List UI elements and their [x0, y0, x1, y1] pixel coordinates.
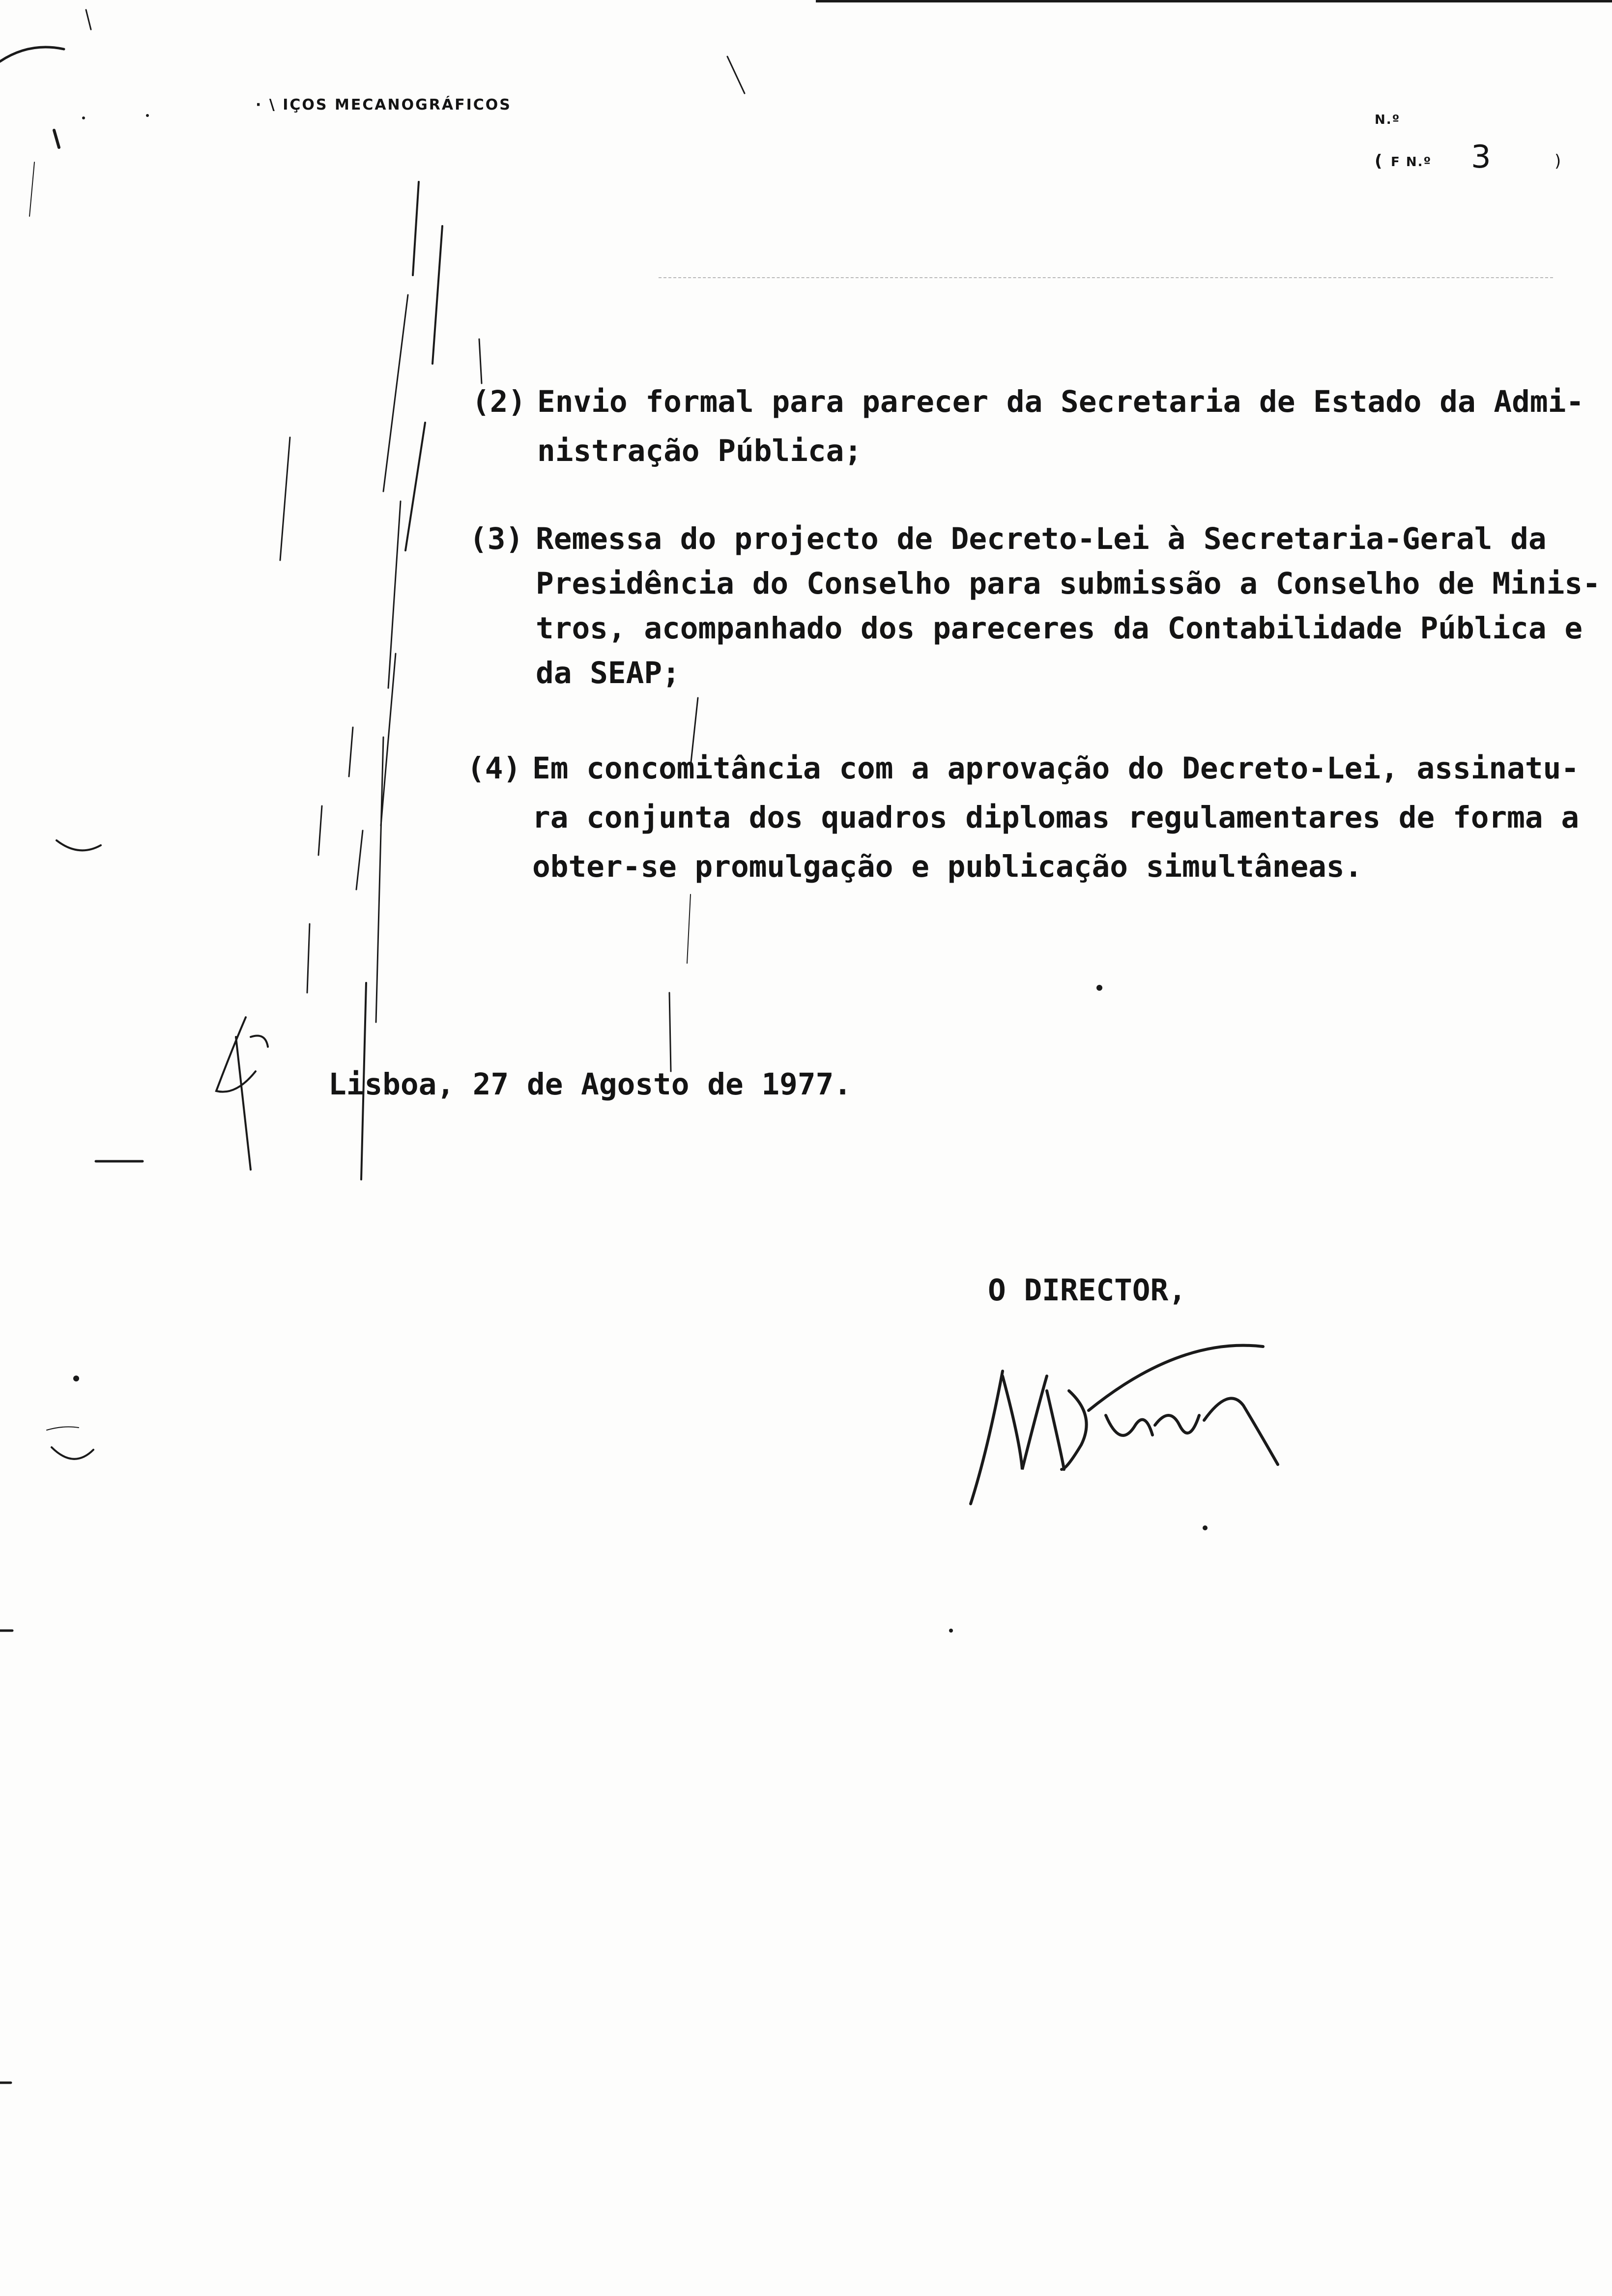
- document-number-label: N.º: [1375, 113, 1401, 127]
- item-4-line-2: ra conjunta dos quadros diplomas regulamentares de forma a: [532, 800, 1580, 835]
- signature-mark: [971, 1346, 1278, 1504]
- item-number-2: (2): [472, 384, 526, 419]
- reference-label: F N.º: [1391, 155, 1432, 170]
- reference-close-paren: ): [1554, 151, 1561, 171]
- item-2-line-2: nistração Pública;: [537, 433, 863, 468]
- letterhead: · \ IÇOS MECANOGRÁFICOS: [256, 96, 512, 114]
- page-reference-number: 3: [1471, 139, 1491, 175]
- item-3-line-2: Presidência do Conselho para submissão a Conselho de Minis-: [536, 566, 1601, 601]
- corner-scribble-mark: [0, 47, 64, 61]
- signatory-title: O DIRECTOR,: [988, 1273, 1186, 1308]
- place-and-date: Lisboa, 27 de Agosto de 1977.: [328, 1067, 852, 1102]
- item-2-line-1: Envio formal para parecer da Secretaria de Estado da Admi-: [537, 384, 1584, 419]
- item-3-line-3: tros, acompanhado dos pareceres da Contabilidade Pública e: [536, 611, 1583, 646]
- item-4-line-3: obter-se promulgação e publicação simultâneas.: [532, 849, 1363, 884]
- item-number-4: (4): [467, 751, 521, 786]
- initials-mark: [216, 1017, 268, 1170]
- item-number-3: (3): [469, 521, 524, 556]
- item-3-line-4: da SEAP;: [536, 656, 680, 690]
- item-3-line-1: Remessa do projecto de Decreto-Lei à Secretaria-Geral da: [536, 521, 1547, 556]
- item-4-line-1: Em concomitância com a aprovação do Decreto-Lei, assinatu-: [532, 751, 1580, 786]
- reference-open-paren: (: [1375, 151, 1382, 171]
